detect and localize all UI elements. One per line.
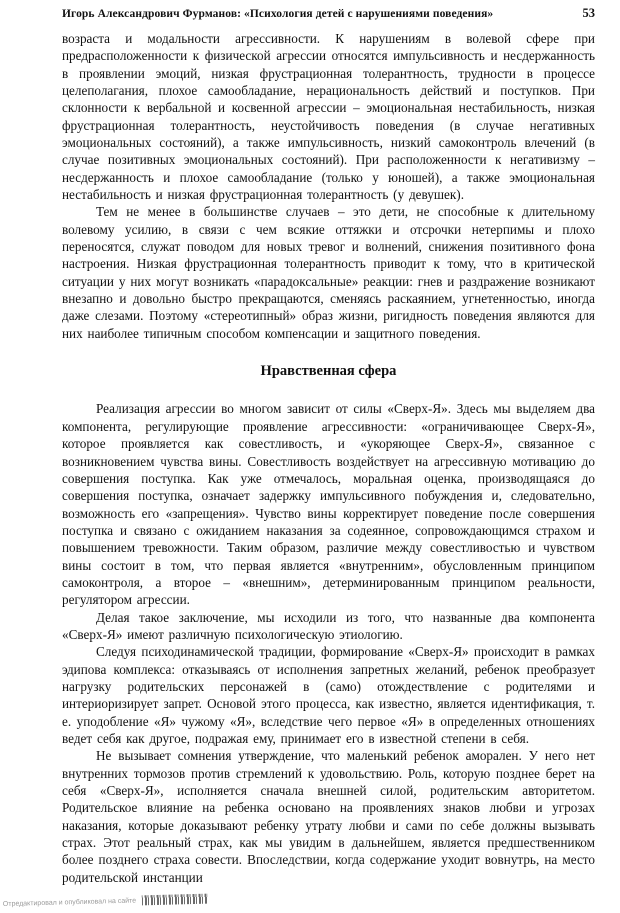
barcode-icon bbox=[142, 894, 208, 906]
page-body bbox=[62, 30, 595, 886]
paragraph: Делая такое заключение, мы исходили из того, что названные два компонента «Сверх-Я» имеют различную психологическую этиологию. bbox=[62, 609, 595, 642]
section-heading: Нравственная сфера bbox=[260, 363, 397, 380]
paragraph: Реализация агрессии во многом зависит от силы «Сверх-Я». Здесь мы выделяем два компонента, регулирующие проявление агрессивности: «ограничивающее Сверх-Я», которое проявляется как совестливость, и «укоряющее Сверх-Я», связанное с возникновением чувства вины. Совестливость воздействует на агрессивную мотивацию до совершения поступка. Как уже отмечалось, моральная оценка, производящаяся до совершения поступка, означает задержку импульсивного побуждения и, следовательно, возможность его «запрещения». Чувство вины корректирует поведение после совершения поступка и связано с ожиданием наказания за содеянное, сопровождающимся страхом и повышением тревожности. Таким образом, различие между совестливостью и чувством вины состоит в том, что первая является «внутренним», обусловленным принципом самоконтроля, а второе – «внешним», детерминированным принципом реальности, регулятором агрессии. bbox=[62, 401, 595, 608]
paragraph: Не вызывает сомнения утверждение, что маленький ребенок аморален. У него нет внутренних тормозов против стремлений к удовольствию. Роль, которую позднее берет на себя «Сверх-Я», исполняется сначала внешней силой, родительским авторитетом. Родительское влияние на ребенка основано на проявлениях знаков любви и угрозах наказания, которые доказывают ребенку утрату любви и сами по себе должны вызывать страх. Этот реальный страх, как мы увидим в дальнейшем, является предшественником более позднего страха совести. Впоследствии, когда содержание уходит вовнутрь, на место родительской инстанции bbox=[62, 748, 595, 885]
paragraph: возраста и модальности агрессивности. К нарушениям в волевой сфере при предрасположенности к физической агрессии относятся импульсивность и несдержанность в проявлении эмоций, низкая фрустрационная толерантность, трудности в процессе целеполагания, плохое самообладание, нерациональность действий и поступков. При склонности к вербальной и косвенной агрессии – эмоциональная нестабильность, низкая фрустрационная толерантность, неустойчивость поведения (в случае негативных эмоциональных состояний), а также импульсивность, низкий самоконтроль влечений (в случае позитивных эмоциональных состояний). При расположенности к негативизму – несдержанность и плохое самообладание (только у юношей), а также эмоциональная нестабильность и низкая фрустрационная толерантность (у девушек). bbox=[62, 30, 595, 203]
paragraph: Следуя психодинамической традиции, формирование «Сверх-Я» происходит в рамках эдипова комплекса: отказываясь от исполнения запретных желаний, ребенок преобразует нагрузку родительских персонажей в (само) отождествление с родителями и интериоризирует запрет. Основой этого процесса, как известно, является идентификация, т. е. уподобление «Я» чужому «Я», вследствие чего первое «Я» в определенных отношениях ведет себя как другое, подражая ему, принимает его в известной степени в себя. bbox=[62, 644, 595, 746]
book-title: Игорь Александрович Фурманов: «Психология детей с нарушениями поведения» bbox=[62, 8, 494, 20]
paragraph: Тем не менее в большинстве случаев – это дети, не способные к длительному волевому усилию, в связи с чем всякие оттяжки и отсрочки нетерпимы и плохо переносятся, служат поводом для новых тревог и волнений, снижения позитивного фона настроения. Низкая фрустрационная толерантность приводит к тому, что в критической ситуации у них могут возникать «парадоксальные» реакции: гнев и раздражение возникают внезапно и довольно быстро прекращаются, сменяясь раскаянием, угнетенностью, иногда даже слезами. Поэтому «стереотипный» образ жизни, ригидность поведения являются для них наиболее типичным способом компенсации и защитного поведения. bbox=[62, 204, 595, 341]
watermark-text: Отредактировал и опубликовал на сайте bbox=[2, 897, 137, 908]
page-header bbox=[62, 5, 595, 22]
watermark bbox=[3, 894, 209, 909]
page-number: 53 bbox=[582, 6, 595, 20]
